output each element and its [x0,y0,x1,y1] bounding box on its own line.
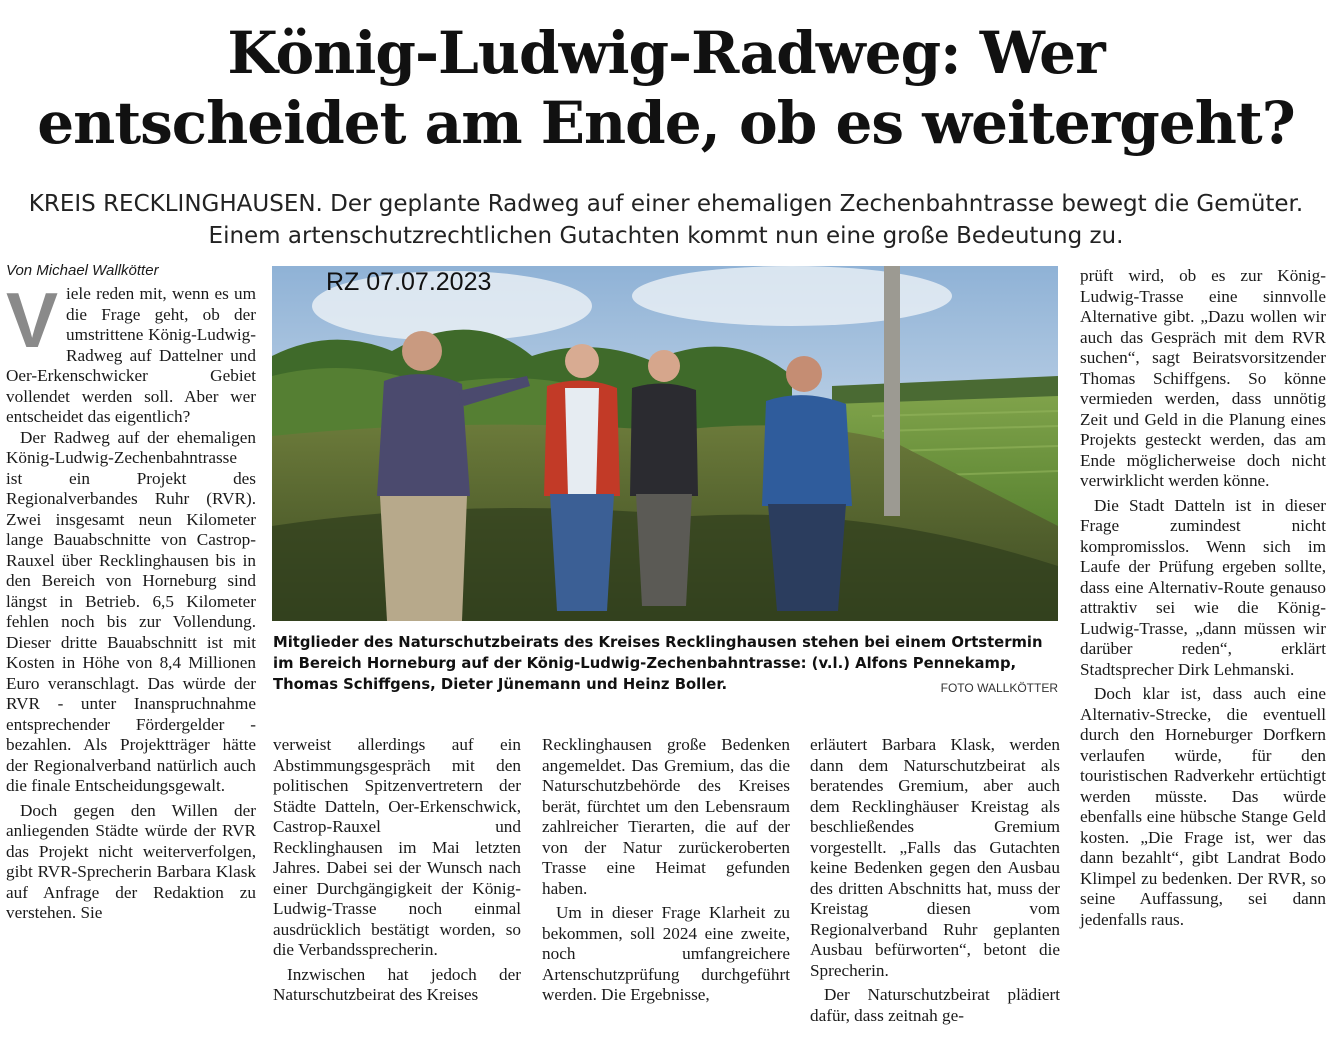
paragraph: Der Naturschutzbeirat plädiert dafür, dass zeitnah ge- [810,985,1060,1025]
drop-cap: V [6,276,59,364]
subheadline-line-2: Einem artenschutzrechtlichen Gutachten kommt nun eine große Bedeutung zu. [208,223,1124,249]
article-column-5 [1080,266,1326,930]
subheadline-line-1: KREIS RECKLINGHAUSEN. Der geplante Radweg auf einer ehemaligen Zechenbahntrasse bewegt die Gemüter. [28,191,1304,217]
article-column-4 [810,735,1060,1026]
paragraph: erläutert Barbara Klask, werden dann dem Naturschutzbeirat als beratendes Gremium, aber auch dem Recklinghäuser Kreistag als beschließendes Gremium vorgestellt. „Falls das Gutachten keine Bedenken gegen den Ausbau des dritten Abschnitts hat, muss der Kreistag diesen vom Regionalverband Ruhr geplanten Ausbau befürworten“, betont die Sprecherin. [810,735,1060,980]
lead-paragraph: Viele reden mit, wenn es um die Frage geht, ob der umstrittene König-Ludwig-Radweg auf Dattelner und Oer-Erkenschwicker Gebiet vollendet werden soll. Aber wer entscheidet das eigentlich? [6,276,256,426]
paragraph: Die Stadt Datteln ist in dieser Frage zumindest nicht kompromisslos. Wenn sich im Laufe der Prüfung ergeben sollte, dass eine Alternativ-Route genauso attraktiv sei wie die König-Ludwig-Trasse, „dann müssen wir darüber reden“, erklärt Stadtsprecher Dirk Lehmanski. [1080,495,1326,679]
paragraph: Inzwischen hat jedoch der Naturschutzbeirat des Kreises [273,964,521,1004]
headline-line-1: König-Ludwig-Radweg: Wer [227,19,1105,87]
paragraph: Recklinghausen große Bedenken angemeldet. Das Gremium, das die Naturschutzbehörde des Kreises berät, fürchtet um den Lebensraum zahlreicher Tierarten, die auf der von der Natur zurückeroberten Trasse eine Heimat gefunden haben. [542,735,790,898]
paragraph: verweist allerdings auf ein Abstimmungsgespräch mit den politischen Spitzenvertretern der Städte Datteln, Oer-Erkenschwick, Castrop-Rauxel und Recklinghausen im Mai letzten Jahres. Dabei sei der Wunsch nach einer Durchgängigkeit der König-Ludwig-Trasse noch einmal ausdrücklich bestätigt worden, so die Verbandssprecherin. [273,735,521,959]
headline-line-2: entscheidet am Ende, ob es weitergeht? [37,89,1295,157]
article-column-3 [542,735,790,1006]
headline [0,18,1332,158]
photo-illustration [272,266,1058,621]
article-column-2 [273,735,521,1006]
photo-credit: FOTO WALLKÖTTER [940,681,1058,695]
paragraph: Um in dieser Frage Klarheit zu bekommen, soll 2024 eine zweite, noch umfangreichere Artenschutzprüfung durchgeführt werden. Die Ergebnisse, [542,903,790,1004]
paragraph: Doch klar ist, dass auch eine Alternativ-Strecke, die eventuell durch den Horneburger Dorfkern verlaufen würde, für den touristischen Radverkehr ertüchtigt werden müsste. Das würde ebenfalls eine hübsche Stange Geld kosten. „Die Frage ist, wer das dann bezahlt“, gibt Landrat Bodo Klimpel zu bedenken. Der RVR, so seine Auffassung, sei dann jedenfalls raus. [1080,684,1326,929]
subheadline [20,188,1312,252]
date-stamp: RZ 07.07.2023 [326,268,492,296]
article-column-1 [6,262,256,924]
paragraph: prüft wird, ob es zur König-Ludwig-Trasse eine sinnvolle Alternative gibt. „Dazu wollen wir auch das Gespräch mit dem RVR suchen“, sagt Beiratsvorsitzender Thomas Schiffgens. So könne vermieden werden, dass unnötig Zeit und Geld in die Planung eines Projekts gesteckt werden, das am Ende möglicherweise doch nicht verwirklicht werden könne. [1080,266,1326,490]
article-photo [272,266,1058,621]
author-byline: Von Michael Wallkötter [6,262,159,279]
paragraph: Der Radweg auf der ehemaligen König-Ludwig-Zechenbahntrasse ist ein Projekt des Regionalverbandes Ruhr (RVR). Zwei insgesamt neun Kilometer lange Bauabschnitte von Castrop-Rauxel über Recklinghausen bis in den Bereich von Horneburg sind längst in Betrieb. 6,5 Kilometer fehlen noch bis zur Vollendung. Dieser dritte Bauabschnitt ist mit Kosten in Höhe von 8,4 Millionen Euro veranschlagt. Das würde der RVR - unter Inanspruchnahme entsprechender Fördergelder - bezahlen. Als Projektträger hätte der Regionalverband natürlich auch die finale Entscheidungsgewalt. [6,427,256,795]
photo-caption: Mitglieder des Naturschutzbeirats des Kreises Recklinghausen stehen bei einem Ortstermin im Bereich Horneburg auf der König-Ludwig-Zechenbahntrasse: (v.l.) Alfons Pennekamp, Thomas Schiffgens, Dieter Jünemann und Heinz Boller. [273,634,1043,693]
paragraph: Doch gegen den Willen der anliegenden Städte würde der RVR das Projekt nicht weiterverfolgen, gibt RVR-Sprecherin Barbara Klask auf Anfrage der Redaktion zu verstehen. Sie [6,800,256,922]
